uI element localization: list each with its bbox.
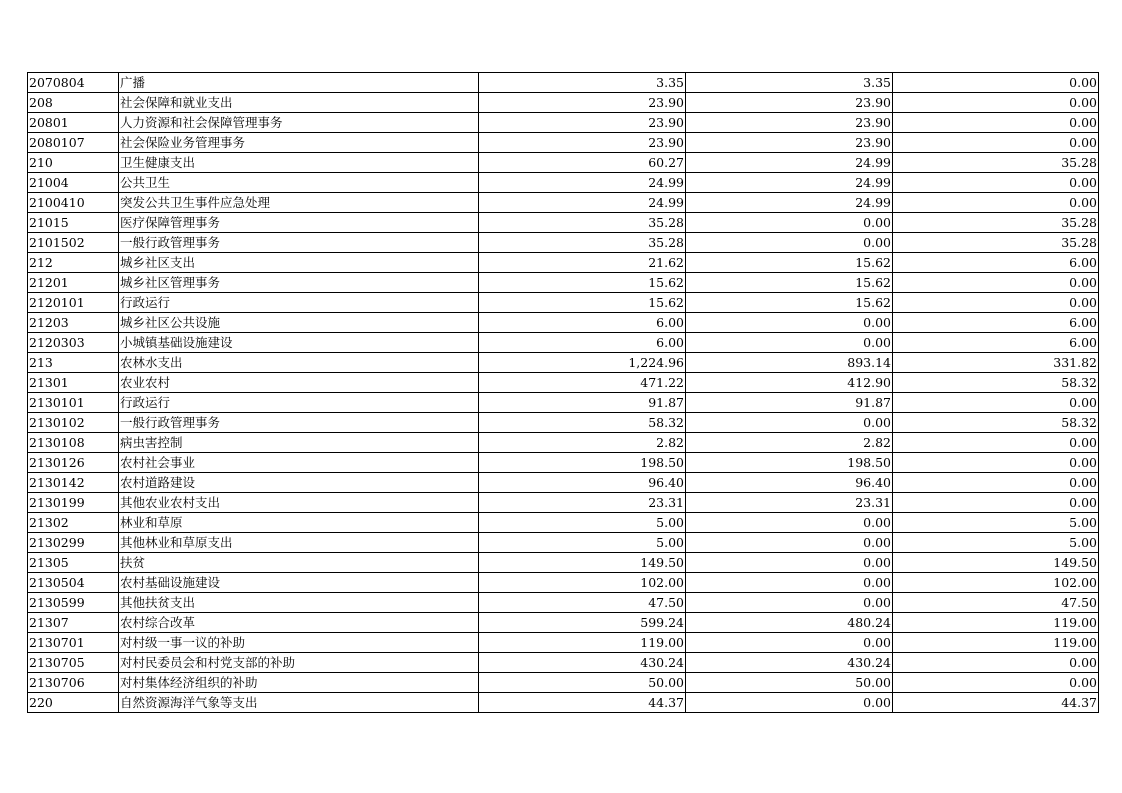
subject-code-cell: 210: [28, 153, 119, 173]
total-amount-cell: 24.99: [479, 173, 686, 193]
subject-name-cell: 社会保障和就业支出: [119, 93, 479, 113]
subject-name-cell: 其他农业农村支出: [119, 493, 479, 513]
subject-code-cell: 2130299: [28, 533, 119, 553]
subject-name-cell: 行政运行: [119, 293, 479, 313]
subject-code-cell: 2130126: [28, 453, 119, 473]
subject-code-cell: 2130199: [28, 493, 119, 513]
basic-expenditure-cell: 23.31: [686, 493, 893, 513]
subject-code-cell: 2120101: [28, 293, 119, 313]
subject-code-cell: 21015: [28, 213, 119, 233]
project-expenditure-cell: 0.00: [893, 93, 1099, 113]
total-amount-cell: 149.50: [479, 553, 686, 573]
subject-name-cell: 病虫害控制: [119, 433, 479, 453]
basic-expenditure-cell: 24.99: [686, 193, 893, 213]
total-amount-cell: 15.62: [479, 273, 686, 293]
subject-name-cell: 对村级一事一议的补助: [119, 633, 479, 653]
subject-code-cell: 2120303: [28, 333, 119, 353]
table-row: [28, 553, 1099, 573]
project-expenditure-cell: 119.00: [893, 633, 1099, 653]
table-row: [28, 353, 1099, 373]
table-row: [28, 93, 1099, 113]
table-row: [28, 593, 1099, 613]
total-amount-cell: 60.27: [479, 153, 686, 173]
table-row: [28, 233, 1099, 253]
basic-expenditure-cell: 0.00: [686, 233, 893, 253]
total-amount-cell: 96.40: [479, 473, 686, 493]
subject-name-cell: 城乡社区公共设施: [119, 313, 479, 333]
subject-name-cell: 农林水支出: [119, 353, 479, 373]
project-expenditure-cell: 58.32: [893, 373, 1099, 393]
total-amount-cell: 5.00: [479, 513, 686, 533]
table-body: [28, 73, 1099, 713]
basic-expenditure-cell: 91.87: [686, 393, 893, 413]
project-expenditure-cell: 5.00: [893, 533, 1099, 553]
subject-code-cell: 212: [28, 253, 119, 273]
table-row: [28, 193, 1099, 213]
project-expenditure-cell: 0.00: [893, 193, 1099, 213]
table-row: [28, 493, 1099, 513]
subject-code-cell: 21004: [28, 173, 119, 193]
subject-name-cell: 人力资源和社会保障管理事务: [119, 113, 479, 133]
basic-expenditure-cell: 198.50: [686, 453, 893, 473]
project-expenditure-cell: 0.00: [893, 673, 1099, 693]
total-amount-cell: 21.62: [479, 253, 686, 273]
project-expenditure-cell: 149.50: [893, 553, 1099, 573]
table-row: [28, 693, 1099, 713]
table-row: [28, 133, 1099, 153]
table-row: [28, 453, 1099, 473]
basic-expenditure-cell: 23.90: [686, 113, 893, 133]
subject-code-cell: 2130101: [28, 393, 119, 413]
subject-code-cell: 213: [28, 353, 119, 373]
subject-name-cell: 医疗保障管理事务: [119, 213, 479, 233]
project-expenditure-cell: 44.37: [893, 693, 1099, 713]
subject-code-cell: 2130102: [28, 413, 119, 433]
total-amount-cell: 430.24: [479, 653, 686, 673]
project-expenditure-cell: 0.00: [893, 293, 1099, 313]
total-amount-cell: 47.50: [479, 593, 686, 613]
basic-expenditure-cell: 430.24: [686, 653, 893, 673]
basic-expenditure-cell: 0.00: [686, 313, 893, 333]
basic-expenditure-cell: 0.00: [686, 693, 893, 713]
basic-expenditure-cell: 96.40: [686, 473, 893, 493]
basic-expenditure-cell: 0.00: [686, 333, 893, 353]
project-expenditure-cell: 0.00: [893, 453, 1099, 473]
table-row: [28, 433, 1099, 453]
subject-name-cell: 农村社会事业: [119, 453, 479, 473]
subject-code-cell: 2101502: [28, 233, 119, 253]
table-row: [28, 373, 1099, 393]
table-row: [28, 73, 1099, 93]
subject-code-cell: 21201: [28, 273, 119, 293]
subject-name-cell: 农村道路建设: [119, 473, 479, 493]
project-expenditure-cell: 35.28: [893, 233, 1099, 253]
total-amount-cell: 3.35: [479, 73, 686, 93]
subject-code-cell: 2070804: [28, 73, 119, 93]
table-row: [28, 173, 1099, 193]
subject-name-cell: 一般行政管理事务: [119, 413, 479, 433]
basic-expenditure-cell: 0.00: [686, 513, 893, 533]
subject-name-cell: 自然资源海洋气象等支出: [119, 693, 479, 713]
project-expenditure-cell: 102.00: [893, 573, 1099, 593]
basic-expenditure-cell: 893.14: [686, 353, 893, 373]
basic-expenditure-cell: 15.62: [686, 273, 893, 293]
total-amount-cell: 23.90: [479, 113, 686, 133]
subject-name-cell: 对村集体经济组织的补助: [119, 673, 479, 693]
basic-expenditure-cell: 0.00: [686, 213, 893, 233]
total-amount-cell: 471.22: [479, 373, 686, 393]
table-row: [28, 113, 1099, 133]
subject-code-cell: 2130142: [28, 473, 119, 493]
basic-expenditure-cell: 0.00: [686, 533, 893, 553]
table-row: [28, 633, 1099, 653]
subject-name-cell: 农业农村: [119, 373, 479, 393]
project-expenditure-cell: 0.00: [893, 393, 1099, 413]
table-row: [28, 533, 1099, 553]
basic-expenditure-cell: 412.90: [686, 373, 893, 393]
subject-code-cell: 208: [28, 93, 119, 113]
subject-code-cell: 220: [28, 693, 119, 713]
basic-expenditure-cell: 3.35: [686, 73, 893, 93]
project-expenditure-cell: 6.00: [893, 333, 1099, 353]
project-expenditure-cell: 6.00: [893, 253, 1099, 273]
subject-name-cell: 公共卫生: [119, 173, 479, 193]
subject-name-cell: 其他林业和草原支出: [119, 533, 479, 553]
basic-expenditure-cell: 15.62: [686, 293, 893, 313]
subject-name-cell: 行政运行: [119, 393, 479, 413]
table-row: [28, 473, 1099, 493]
subject-name-cell: 小城镇基础设施建设: [119, 333, 479, 353]
total-amount-cell: 23.90: [479, 133, 686, 153]
total-amount-cell: 5.00: [479, 533, 686, 553]
project-expenditure-cell: 0.00: [893, 113, 1099, 133]
basic-expenditure-cell: 0.00: [686, 633, 893, 653]
project-expenditure-cell: 331.82: [893, 353, 1099, 373]
table-row: [28, 253, 1099, 273]
table-row: [28, 213, 1099, 233]
subject-code-cell: 2080107: [28, 133, 119, 153]
subject-code-cell: 2130706: [28, 673, 119, 693]
project-expenditure-cell: 6.00: [893, 313, 1099, 333]
total-amount-cell: 24.99: [479, 193, 686, 213]
basic-expenditure-cell: 0.00: [686, 553, 893, 573]
total-amount-cell: 91.87: [479, 393, 686, 413]
project-expenditure-cell: 0.00: [893, 653, 1099, 673]
subject-name-cell: 突发公共卫生事件应急处理: [119, 193, 479, 213]
subject-code-cell: 21302: [28, 513, 119, 533]
subject-code-cell: 21301: [28, 373, 119, 393]
table-row: [28, 153, 1099, 173]
subject-name-cell: 农村综合改革: [119, 613, 479, 633]
project-expenditure-cell: 35.28: [893, 153, 1099, 173]
expenditure-table: [27, 72, 1099, 713]
total-amount-cell: 44.37: [479, 693, 686, 713]
subject-name-cell: 广播: [119, 73, 479, 93]
table-row: [28, 653, 1099, 673]
total-amount-cell: 23.31: [479, 493, 686, 513]
table-row: [28, 273, 1099, 293]
project-expenditure-cell: 119.00: [893, 613, 1099, 633]
basic-expenditure-cell: 24.99: [686, 173, 893, 193]
basic-expenditure-cell: 0.00: [686, 573, 893, 593]
basic-expenditure-cell: 23.90: [686, 133, 893, 153]
project-expenditure-cell: 58.32: [893, 413, 1099, 433]
basic-expenditure-cell: 480.24: [686, 613, 893, 633]
subject-code-cell: 2130108: [28, 433, 119, 453]
total-amount-cell: 35.28: [479, 213, 686, 233]
basic-expenditure-cell: 15.62: [686, 253, 893, 273]
basic-expenditure-cell: 50.00: [686, 673, 893, 693]
subject-name-cell: 扶贫: [119, 553, 479, 573]
basic-expenditure-cell: 0.00: [686, 593, 893, 613]
total-amount-cell: 2.82: [479, 433, 686, 453]
project-expenditure-cell: 0.00: [893, 433, 1099, 453]
subject-code-cell: 21203: [28, 313, 119, 333]
basic-expenditure-cell: 2.82: [686, 433, 893, 453]
total-amount-cell: 6.00: [479, 333, 686, 353]
project-expenditure-cell: 0.00: [893, 493, 1099, 513]
table-row: [28, 313, 1099, 333]
project-expenditure-cell: 0.00: [893, 273, 1099, 293]
total-amount-cell: 15.62: [479, 293, 686, 313]
project-expenditure-cell: 5.00: [893, 513, 1099, 533]
basic-expenditure-cell: 24.99: [686, 153, 893, 173]
subject-name-cell: 城乡社区支出: [119, 253, 479, 273]
subject-code-cell: 2100410: [28, 193, 119, 213]
table-row: [28, 673, 1099, 693]
basic-expenditure-cell: 23.90: [686, 93, 893, 113]
table-row: [28, 393, 1099, 413]
subject-name-cell: 城乡社区管理事务: [119, 273, 479, 293]
total-amount-cell: 23.90: [479, 93, 686, 113]
total-amount-cell: 102.00: [479, 573, 686, 593]
table-row: [28, 513, 1099, 533]
total-amount-cell: 119.00: [479, 633, 686, 653]
project-expenditure-cell: 35.28: [893, 213, 1099, 233]
total-amount-cell: 35.28: [479, 233, 686, 253]
subject-code-cell: 2130705: [28, 653, 119, 673]
table-row: [28, 333, 1099, 353]
subject-name-cell: 其他扶贫支出: [119, 593, 479, 613]
expenditure-table-container: [27, 72, 1099, 713]
subject-code-cell: 21305: [28, 553, 119, 573]
subject-code-cell: 21307: [28, 613, 119, 633]
project-expenditure-cell: 0.00: [893, 73, 1099, 93]
total-amount-cell: 6.00: [479, 313, 686, 333]
subject-code-cell: 2130701: [28, 633, 119, 653]
total-amount-cell: 599.24: [479, 613, 686, 633]
table-row: [28, 293, 1099, 313]
subject-name-cell: 林业和草原: [119, 513, 479, 533]
total-amount-cell: 198.50: [479, 453, 686, 473]
total-amount-cell: 1,224.96: [479, 353, 686, 373]
project-expenditure-cell: 47.50: [893, 593, 1099, 613]
total-amount-cell: 50.00: [479, 673, 686, 693]
total-amount-cell: 58.32: [479, 413, 686, 433]
subject-code-cell: 20801: [28, 113, 119, 133]
project-expenditure-cell: 0.00: [893, 133, 1099, 153]
table-row: [28, 573, 1099, 593]
subject-code-cell: 2130504: [28, 573, 119, 593]
basic-expenditure-cell: 0.00: [686, 413, 893, 433]
subject-name-cell: 农村基础设施建设: [119, 573, 479, 593]
subject-code-cell: 2130599: [28, 593, 119, 613]
subject-name-cell: 卫生健康支出: [119, 153, 479, 173]
subject-name-cell: 一般行政管理事务: [119, 233, 479, 253]
table-row: [28, 613, 1099, 633]
table-row: [28, 413, 1099, 433]
subject-name-cell: 社会保险业务管理事务: [119, 133, 479, 153]
project-expenditure-cell: 0.00: [893, 473, 1099, 493]
project-expenditure-cell: 0.00: [893, 173, 1099, 193]
subject-name-cell: 对村民委员会和村党支部的补助: [119, 653, 479, 673]
